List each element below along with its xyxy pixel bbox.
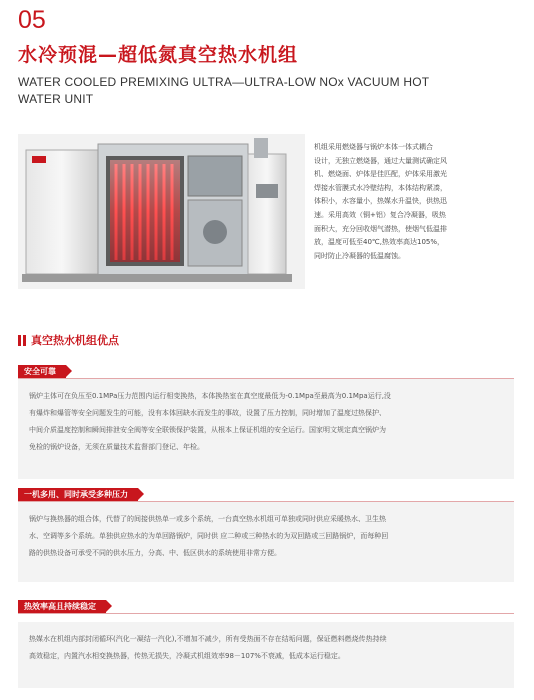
advantage-line: 中间介质温度控制和瞬间排泄安全阀等安全联锁保护装置，从根本上保证机组的安全运行。国家明文规定真空锅炉为 xyxy=(29,426,386,434)
advantage-line: 锅炉与换热器的组合体，代替了的间接供热单一或多个系统，一台真空热水机组可单独或同时供应采暖热水、卫生热 xyxy=(29,515,386,523)
advantage-line: 锅炉主体可在负压至0.1MPa压力范围内运行相变换热，本体换热室在真空度最低为-0.1Mpa至最高为0.1Mpa运行,没 xyxy=(29,392,391,400)
advantage-line: 高效稳定，内置汽水相变换热器，传热无损失，冷凝式机组效率98－107%不衰减，低成本运行稳定。 xyxy=(29,652,345,660)
intro-line: 焊接水管膜式水冷壁结构，本体结构紧凑， xyxy=(314,183,447,192)
intro-line: 同时防止冷凝器的低温腐蚀。 xyxy=(314,251,405,260)
advantages-heading-text: 真空热水机组优点 xyxy=(31,334,119,347)
intro-line: 体积小，水容量小，热媒水升温快，供热迅 xyxy=(314,197,447,206)
intro-text xyxy=(314,141,500,263)
heading-bar-icon xyxy=(18,335,21,346)
heading-bar-icon xyxy=(23,335,26,346)
advantage-box-multi-use xyxy=(18,502,514,582)
page-title: 水冷预混—超低氮真空热水机组 xyxy=(18,44,299,66)
advantage-line: 路的供热设备可承受不同的供水压力，分高、中、低区供水的系统使用非常方便。 xyxy=(29,549,281,557)
intro-line: 机组采用燃烧器与锅炉本体一体式耦合 xyxy=(314,143,433,151)
page-subtitle-en: WATER COOLED PREMIXING ULTRA—ULTRA-LOW NOx VACUUM HOT WATER UNIT xyxy=(18,75,430,106)
tag-safety: 安全可靠 xyxy=(18,365,66,378)
advantage-box-efficiency xyxy=(18,622,514,688)
intro-line: 设计，无独立燃烧器，通过大量测试确定风 xyxy=(314,156,447,165)
advantage-line: 水、空调等多个系统。单独供应热水的为单回路锅炉，同时供 应二种或三种热水的为双回路或三回路锅炉，而每种回 xyxy=(29,532,389,540)
intro-line: 机、燃烧面、炉体是佳匹配，炉体采用激光 xyxy=(314,170,447,179)
advantage-box-safety xyxy=(18,379,514,479)
intro-line: 放，温度可低至40℃,热效率高达105%， xyxy=(314,238,445,247)
tag-efficiency: 热效率高且持续稳定 xyxy=(18,600,106,613)
advantages-heading xyxy=(18,332,119,348)
intro-line: 面积大，充分回收烟气潜热，使烟气低温排 xyxy=(314,224,447,233)
product-photo xyxy=(18,134,305,289)
advantage-line: 热媒水在机组内部封闭循环(汽化一凝结一汽化),不增加不减少，所有受热面不存在结垢问题，保证燃料燃烧传热持续 xyxy=(29,635,387,643)
intro-line: 速。采用高效（铜+铝）复合冷凝器，吸热 xyxy=(314,210,446,219)
tag-divider xyxy=(18,613,514,614)
tag-multi-use: 一机多用、同时承受多种压力 xyxy=(18,488,138,501)
advantage-line: 有爆炸和爆管等安全问题发生的可能，没有本体回缺水而发生的事故，设置了压力控制，同时增加了温度过热保护、 xyxy=(29,409,386,417)
advantage-line: 免检的锅炉设备，无须在质量技术监督部门登记、年检。 xyxy=(29,443,204,451)
section-number: 05 xyxy=(18,6,46,34)
